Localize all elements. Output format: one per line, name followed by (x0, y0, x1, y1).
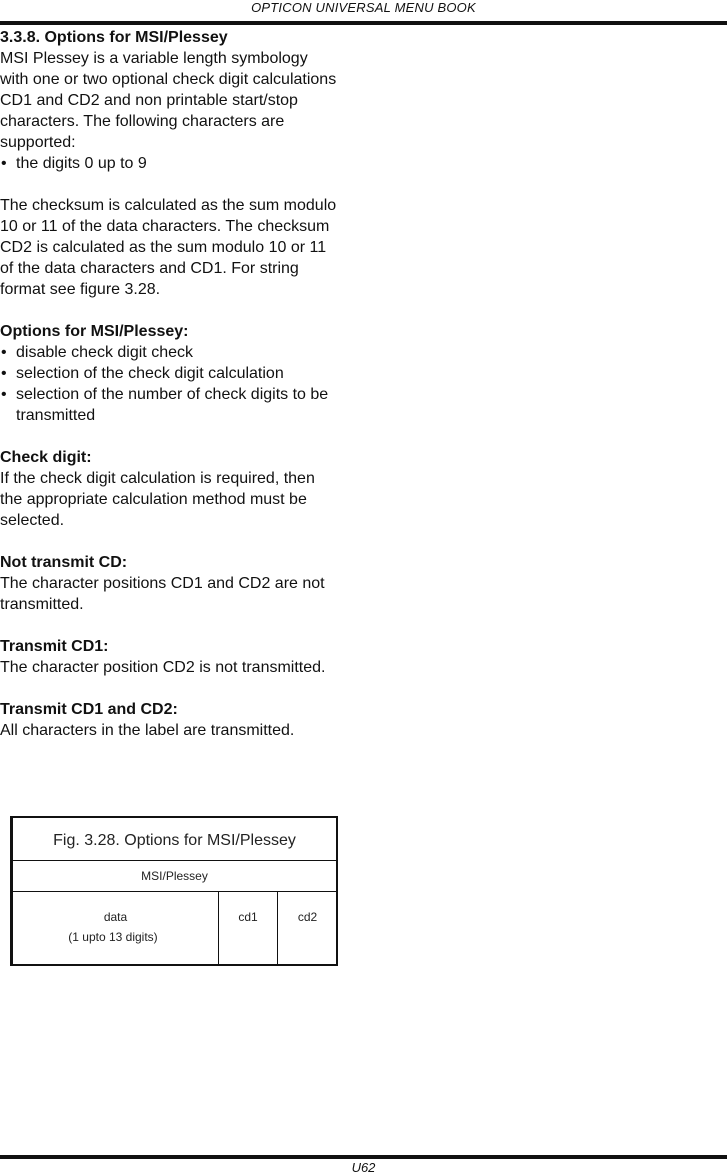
text-line: format see figure 3.28. (0, 281, 161, 298)
text-line: characters. The following characters are (0, 113, 285, 130)
bullet-icon: • (1, 344, 7, 361)
checksum-paragraph (0, 195, 350, 300)
text-line: CD1 and CD2 and non printable start/stop (0, 92, 298, 109)
figure-cells (13, 892, 336, 965)
transmit-cd1-heading: Transmit CD1: (0, 638, 109, 655)
options-heading: Options for MSI/Plessey: (0, 323, 189, 340)
footer-rule (0, 1155, 727, 1159)
text-line: selected. (0, 512, 65, 529)
list-item-text: transmitted (16, 407, 96, 424)
bullet-icon: • (1, 386, 7, 403)
check-digit-block (0, 447, 350, 531)
cd1-cell-label: cd1 (238, 910, 258, 924)
text-line: All characters in the label are transmitted. (0, 722, 295, 739)
list-item-text: the digits 0 up to 9 (16, 155, 147, 172)
text-line: of the data characters and CD1. For string (0, 260, 299, 277)
text-line: transmitted. (0, 596, 84, 613)
bullet-icon: • (1, 155, 7, 172)
list-item (0, 363, 350, 384)
section-content (0, 27, 350, 762)
list-item-text: selection of the check digit calculation (16, 365, 284, 382)
cd2-cell (277, 892, 337, 965)
transmit-both-block (0, 699, 350, 741)
not-transmit-heading: Not transmit CD: (0, 554, 128, 571)
transmit-both-heading: Transmit CD1 and CD2: (0, 701, 178, 718)
check-digit-heading: Check digit: (0, 449, 92, 466)
supported-list (0, 153, 350, 174)
text-line: with one or two optional check digit calculations (0, 71, 337, 88)
text-line: The character position CD2 is not transmitted. (0, 659, 326, 676)
options-block (0, 321, 350, 426)
options-list (0, 342, 350, 426)
text-line: The character positions CD1 and CD2 are not (0, 575, 325, 592)
data-cell-note: (1 upto 13 digits) (68, 930, 158, 944)
figure-row-label: MSI/Plessey (13, 861, 336, 892)
figure-caption: Fig. 3.28. Options for MSI/Plessey (13, 818, 336, 861)
text-line: MSI Plessey is a variable length symbology (0, 50, 308, 67)
header-title: OPTICON UNIVERSAL MENU BOOK (251, 0, 476, 15)
text-line: the appropriate calculation method must be (0, 491, 307, 508)
list-item-text: selection of the number of check digits to be (16, 386, 329, 403)
intro-paragraph (0, 48, 350, 174)
cd1-cell (218, 892, 277, 965)
text-line: The checksum is calculated as the sum modulo (0, 197, 337, 214)
header-rule (0, 21, 727, 25)
text-line: CD2 is calculated as the sum modulo 10 or 11 (0, 239, 327, 256)
transmit-cd1-block (0, 636, 350, 678)
not-transmit-block (0, 552, 350, 615)
text-line: 10 or 11 of the data characters. The checksum (0, 218, 330, 235)
list-item (0, 342, 350, 363)
page-number: U62 (351, 1160, 376, 1175)
list-item (0, 153, 350, 174)
list-item-text: disable check digit check (16, 344, 193, 361)
cd2-cell-label: cd2 (297, 910, 318, 924)
text-line: supported: (0, 134, 76, 151)
data-cell-label: data (103, 910, 128, 924)
bullet-icon: • (1, 365, 7, 382)
text-line: If the check digit calculation is required, then (0, 470, 315, 487)
section-heading: 3.3.8. Options for MSI/Plessey (0, 29, 228, 46)
data-cell (13, 892, 218, 965)
list-item (0, 384, 350, 426)
figure-msi-plessey-format (10, 816, 338, 966)
